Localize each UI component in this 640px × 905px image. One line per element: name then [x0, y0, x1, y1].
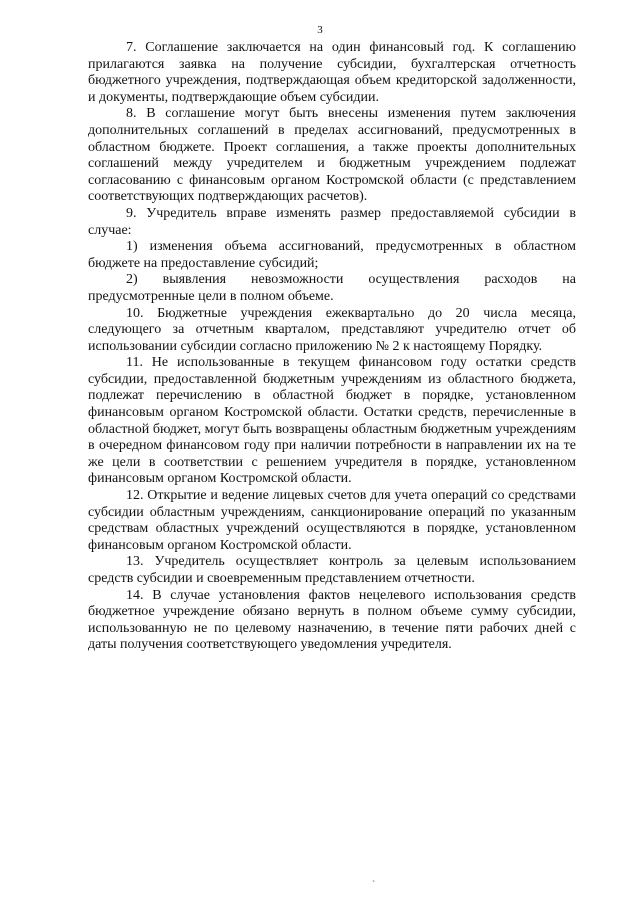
paragraph-9: 9. Учредитель вправе изменять размер предоставляемой субсидии в случае:	[88, 205, 576, 238]
paragraph-10: 10. Бюджетные учреждения ежеквартально до 20 числа месяца, следующего за отчетным кварталом, представляют учредителю отчет об использовании субсидии согласно приложению № 2 к настоящему Порядку.	[88, 305, 576, 354]
document-body	[88, 40, 576, 654]
page-number: 3	[317, 24, 323, 36]
paragraph-13: 13. Учредитель осуществляет контроль за целевым использованием средств субсидии и своевременным представлением отчетности.	[88, 554, 576, 586]
paragraph-7: 7. Соглашение заключается на один финансовый год. К соглашению прилагаются заявка на получение субсидии, бухгалтерская отчетность бюджетного учреждения, подтверждающая объем кредиторской задолженности, и документы, подтверждающие объем субсидии.	[88, 40, 576, 105]
scan-mark: `	[372, 880, 376, 891]
paragraph-14: 14. В случае установления фактов нецелевого использования средств бюджетное учреждение обязано вернуть в полном объеме сумму субсидии, использованную не по целевому назначению, в течение пяти рабочих дней с даты получения соответствующего уведомления учредителя.	[88, 587, 576, 653]
paragraph-9-item-1: 1) изменения объема ассигнований, предусмотренных в областном бюджете на предоставление субсидий;	[88, 239, 576, 271]
paragraph-11: 11. Не использованные в текущем финансовом году остатки средств субсидии, предоставленной бюджетным учреждениям из областного бюджета, подлежат перечислению в областной бюджет в порядке, установленном финансовым органом Костромской области. Остатки средств, перечисленные в областной бюджет, могут быть возвращены областным бюджетным учреждениям в очередном финансовом году при наличии потребности в направлении их на те же цели в соответствии с решением учредителя в порядке, установленном финансовым органом Костромской области.	[88, 355, 576, 487]
paragraph-8: 8. В соглашение могут быть внесены изменения путем заключения дополнительных соглашений в пределах ассигнований, предусмотренных в областном бюджете. Проект соглашения, а также проекты дополнительных соглашений между учредителем и бюджетным учреждением подлежат согласованию с финансовым органом Костромской области (с представлением соответствующих подтверждающих расчетов).	[88, 106, 576, 205]
paragraph-9-item-2: 2) выявления невозможности осуществления расходов на предусмотренные цели в полном объеме.	[88, 272, 576, 304]
paragraph-12: 12. Открытие и ведение лицевых счетов для учета операций со средствами субсидии областным учреждениям, санкционирование операций по указанным средствам областных учреждений осуществляются в порядке, установленном финансовым органом Костромской области.	[88, 488, 576, 553]
